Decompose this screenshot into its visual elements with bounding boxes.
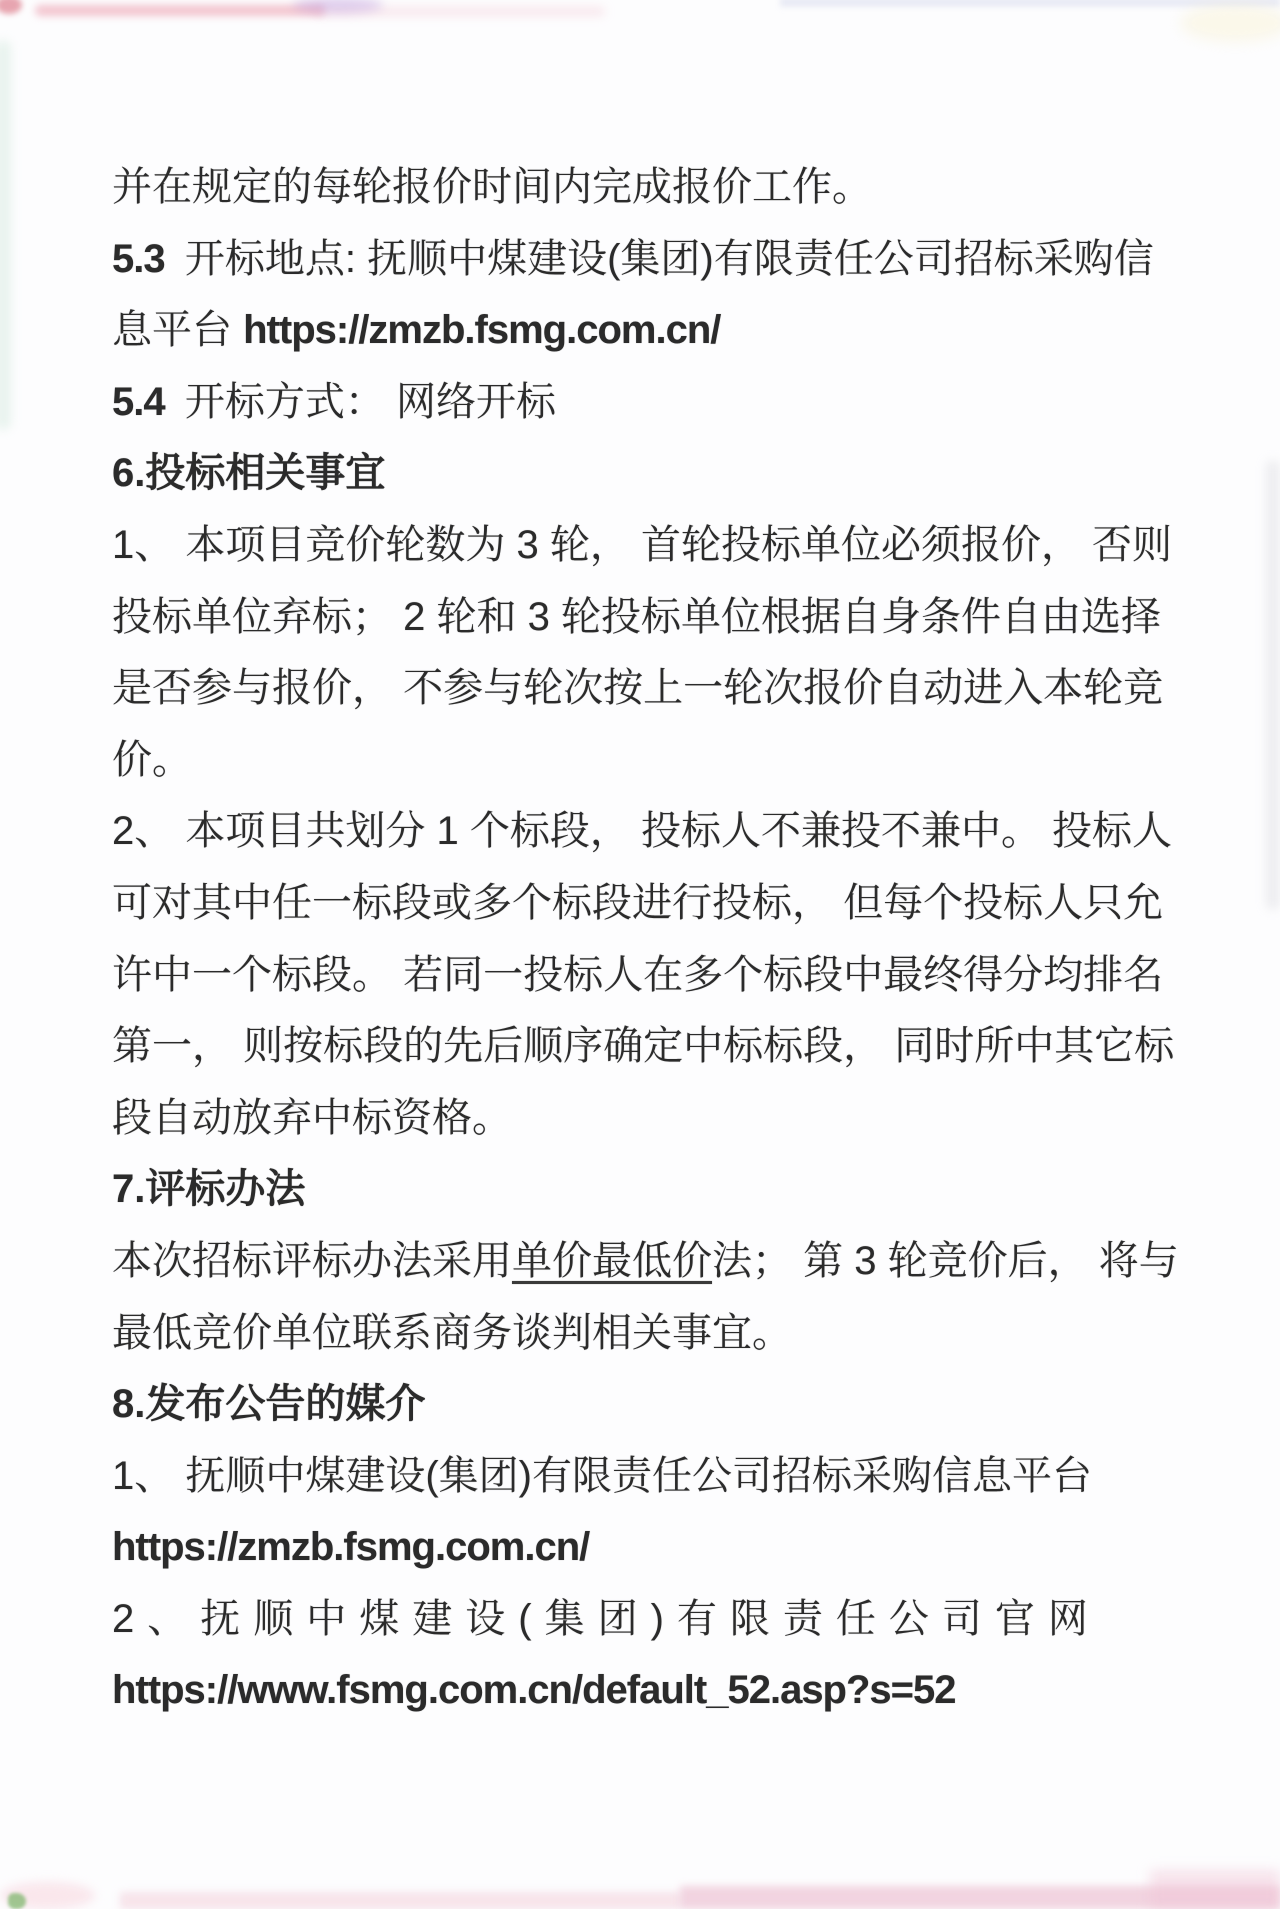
- url-text: https://www.fsmg.com.cn/default_52.asp?s=52: [112, 1668, 956, 1713]
- document-line: [112, 224, 1192, 296]
- underlined-text-run: 单价最低价: [512, 1238, 712, 1283]
- photo-artifact-bottom-pink-band: [1150, 1870, 1280, 1909]
- document-line: [112, 367, 1192, 439]
- document-line: [112, 1584, 1192, 1656]
- document-line: [112, 295, 1192, 367]
- document-line: [112, 1154, 1192, 1226]
- document-line: [112, 510, 1192, 582]
- text-run: 可对其中任一标段或多个标段进行投标， 但每个投标人只允: [112, 880, 1164, 925]
- document-line: [112, 725, 1192, 797]
- text-run: 是否参与报价， 不参与轮次按上一轮次报价自动进入本轮竞: [112, 666, 1164, 711]
- text-run: 息平台: [112, 308, 244, 353]
- photo-artifact-bottom-pink-band: [680, 1886, 1280, 1909]
- document-line: [112, 1011, 1192, 1083]
- text-run: 本次招标评标办法采用: [112, 1238, 512, 1283]
- text-run: 并在规定的每轮报价时间内完成报价工作。: [112, 165, 872, 209]
- text-run: 开标方式： 网络开标: [184, 379, 556, 424]
- photo-artifact-left-green-tint: [0, 40, 11, 430]
- url-text: 5.3: [112, 236, 185, 281]
- text-run: 8.发布公告的媒介: [112, 1382, 426, 1427]
- document-line: [112, 1441, 1192, 1513]
- document-line: [112, 152, 1192, 224]
- photo-artifact-top-bluegray-band: [780, 0, 1280, 7]
- photo-artifact-top-pink-streak: [35, 5, 325, 16]
- document-line: [112, 1298, 1192, 1370]
- document-line: [112, 1512, 1192, 1584]
- document-line: [112, 940, 1192, 1012]
- text-run: 价。: [112, 737, 192, 782]
- document-line: [112, 868, 1192, 940]
- document-line: [112, 796, 1192, 868]
- text-run: 2、 本项目共划分 1 个标段， 投标人不兼投不兼中。 投标人: [112, 809, 1173, 854]
- document-line: [112, 1083, 1192, 1155]
- photo-artifact-bottom-left-pink: [0, 1882, 95, 1909]
- text-run: 最低竞价单位联系商务谈判相关事宜。: [112, 1310, 792, 1355]
- text-run: 7.评标办法: [112, 1167, 306, 1212]
- document-line: [112, 582, 1192, 654]
- text-run: 段自动放弃中标资格。: [112, 1095, 512, 1140]
- text-run: 许中一个标段。 若同一投标人在多个标段中最终得分均排名: [112, 952, 1164, 997]
- text-run: 2、抚顺中煤建设(集团)有限责任公司官网: [112, 1596, 1101, 1641]
- document-line: [112, 1655, 1192, 1727]
- text-run: 1、 抚顺中煤建设(集团)有限责任公司招标采购信息平台: [112, 1453, 1092, 1498]
- text-run: 投标单位弃标； 2 轮和 3 轮投标单位根据自身条件自由选择: [112, 594, 1161, 639]
- text-run: 6.投标相关事宜: [112, 451, 386, 496]
- document-line: [112, 1369, 1192, 1441]
- photo-artifact-top-left-red: [0, 0, 22, 14]
- url-text: https://zmzb.fsmg.com.cn/: [112, 1525, 590, 1570]
- photo-artifact-bottom-left-green: [8, 1893, 26, 1909]
- text-run: 第一， 则按标段的先后顺序确定中标标段， 同时所中其它标: [112, 1024, 1175, 1069]
- url-text: 5.4: [112, 379, 185, 424]
- document-line: [112, 438, 1192, 510]
- document-line: [112, 1226, 1192, 1298]
- photo-artifact-right-gray-streak: [1266, 460, 1280, 910]
- text-run: 1、 本项目竞价轮数为 3 轮， 首轮投标单位必须报价， 否则: [112, 522, 1173, 567]
- photo-artifact-top-pink-faint: [315, 7, 605, 16]
- document-body: [112, 152, 1192, 1727]
- text-run: 法； 第 3 轮竞价后， 将与: [712, 1238, 1179, 1283]
- photo-artifact-bottom-pink-band: [120, 1892, 680, 1909]
- photo-artifact-top-right-warm: [1180, 4, 1280, 42]
- document-line: [112, 653, 1192, 725]
- url-text: https://zmzb.fsmg.com.cn/: [243, 308, 721, 353]
- photo-artifact-top-purple-smudge: [293, 0, 383, 13]
- text-run: 开标地点: 抚顺中煤建设(集团)有限责任公司招标采购信: [184, 236, 1154, 281]
